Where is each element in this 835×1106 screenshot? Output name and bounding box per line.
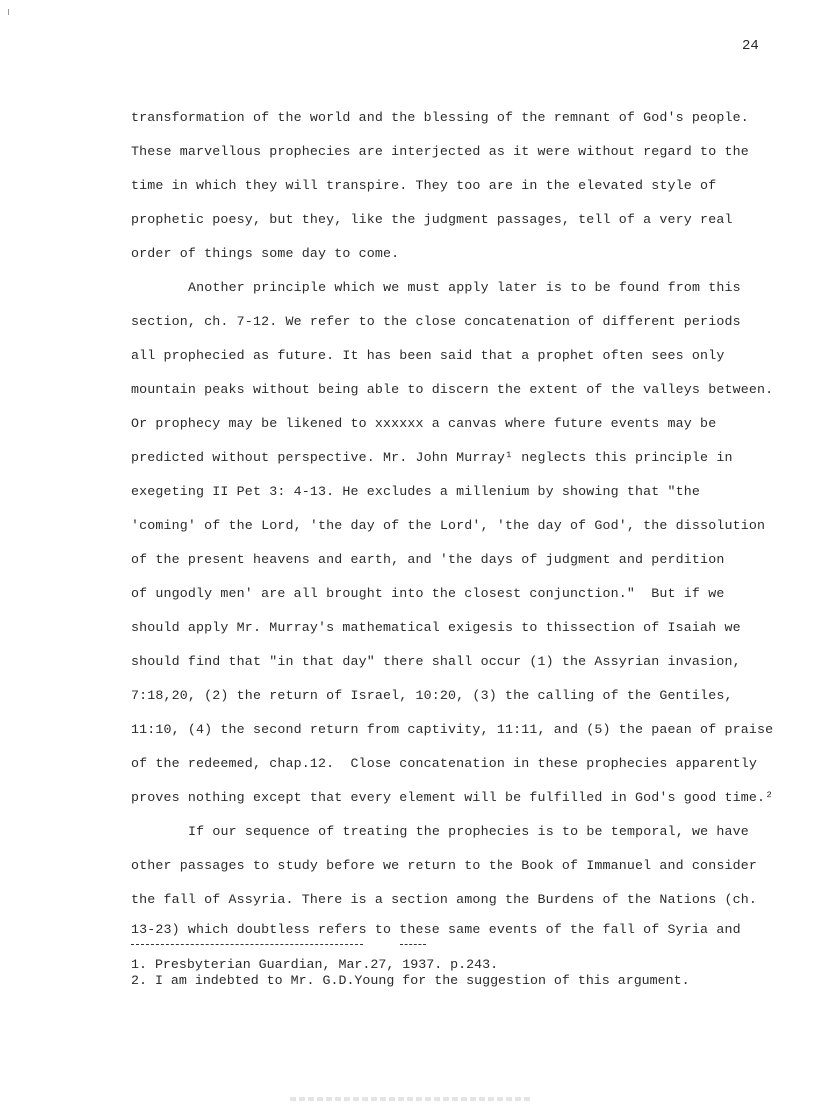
body-line: of the redeemed, chap.12. Close concatenation in these prophecies apparently xyxy=(131,756,757,771)
body-line: should find that "in that day" there shall occur (1) the Assyrian invasion, xyxy=(131,654,741,669)
body-line: 7:18,20, (2) the return of Israel, 10:20, (3) the calling of the Gentiles, xyxy=(131,688,733,703)
body-line: Another principle which we must apply later is to be found from this xyxy=(188,280,741,295)
bleed-through-mark xyxy=(290,1097,530,1101)
footnote: 1. Presbyterian Guardian, Mar.27, 1937. p.243. xyxy=(131,957,499,972)
body-line: 11:10, (4) the second return from captivity, 11:11, and (5) the paean of praise xyxy=(131,722,774,737)
body-line: should apply Mr. Murray's mathematical exigesis to thissection of Isaiah we xyxy=(131,620,741,635)
body-line: of the present heavens and earth, and 'the days of judgment and perdition xyxy=(131,552,725,567)
margin-mark xyxy=(8,9,9,15)
body-line: Or prophecy may be likened to xxxxxx a canvas where future events may be xyxy=(131,416,717,431)
footnote: 2. I am indebted to Mr. G.D.Young for the suggestion of this argument. xyxy=(131,973,690,988)
body-line: prophetic poesy, but they, like the judgment passages, tell of a very real xyxy=(131,212,733,227)
body-line: the fall of Assyria. There is a section among the Burdens of the Nations (ch. xyxy=(131,892,757,907)
body-line: of ungodly men' are all brought into the closest conjunction." But if we xyxy=(131,586,725,601)
body-line: These marvellous prophecies are interjected as it were without regard to the xyxy=(131,144,749,159)
body-line: 'coming' of the Lord, 'the day of the Lord', 'the day of God', the dissolution xyxy=(131,518,766,533)
body-line: proves nothing except that every element will be fulfilled in God's good time.² xyxy=(131,790,774,805)
footnote-separator xyxy=(131,944,363,945)
body-line: 13-23) which doubtless refers to these same events of the fall of Syria and xyxy=(131,922,741,937)
body-line: transformation of the world and the blessing of the remnant of God's people. xyxy=(131,110,749,125)
body-line: predicted without perspective. Mr. John Murray¹ neglects this principle in xyxy=(131,450,733,465)
body-line: time in which they will transpire. They too are in the elevated style of xyxy=(131,178,717,193)
body-line: other passages to study before we return to the Book of Immanuel and consider xyxy=(131,858,757,873)
body-line: mountain peaks without being able to discern the extent of the valleys between. xyxy=(131,382,774,397)
body-line: all prophecied as future. It has been said that a prophet often sees only xyxy=(131,348,725,363)
body-line: order of things some day to come. xyxy=(131,246,400,261)
body-line: exegeting II Pet 3: 4-13. He excludes a millenium by showing that "the xyxy=(131,484,701,499)
footnote-separator xyxy=(400,944,426,945)
body-line: section, ch. 7-12. We refer to the close concatenation of different periods xyxy=(131,314,741,329)
page-number: 24 xyxy=(742,38,759,54)
body-line: If our sequence of treating the prophecies is to be temporal, we have xyxy=(188,824,749,839)
